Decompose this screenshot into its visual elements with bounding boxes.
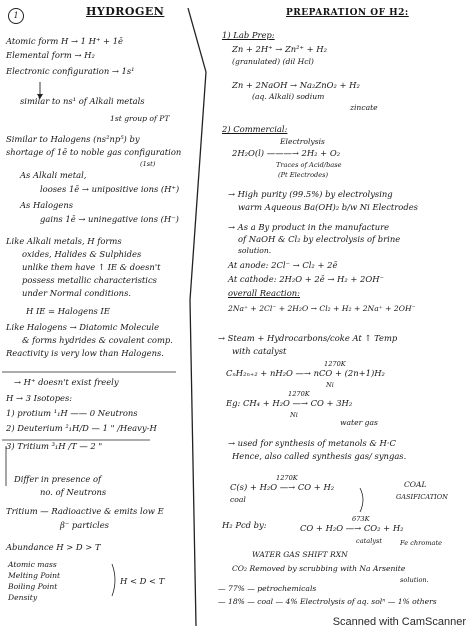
right-column-title: PREPARATION OF H2: xyxy=(286,8,409,18)
equation-note: COAL xyxy=(404,480,427,489)
equation-note: GASIFICATION xyxy=(396,493,448,501)
scanner-watermark: Scanned with CamScanner xyxy=(332,616,466,628)
note-line: solution. xyxy=(238,246,272,255)
note-line: WATER GAS SHIFT RXN xyxy=(252,550,348,559)
equation-overall: 2Na⁺ + 2Cl⁻ + 2H₂O → Cl₂ + H₂ + 2Na⁺ + 2OH⁻ xyxy=(228,304,416,313)
isotope-deuterium: 2) Deuterium ²₁H/D — 1 " /Heavy-H xyxy=(6,423,157,433)
note-line: similar to ns¹ of Alkali metals xyxy=(20,96,145,106)
page-number: 1 xyxy=(8,8,24,24)
equation-cathode: At cathode: 2H₂O + 2ē → H₂ + 2OH⁻ xyxy=(228,274,384,284)
note-line: Reactivity is very low than Halogens. xyxy=(6,348,164,358)
note-line: overall Reaction: xyxy=(228,288,300,298)
reaction-condition: Fe chromate xyxy=(400,539,443,547)
reaction-condition: 1270K xyxy=(276,474,298,482)
page-title: HYDROGEN xyxy=(86,5,165,18)
note-line: Electronic configuration → 1s¹ xyxy=(6,66,135,76)
note-line: H IE = Halogens IE xyxy=(26,306,110,316)
note-line: oxides, Halides & Sulphides xyxy=(22,249,142,259)
note-line: of NaOH & Cl₂ by electrolysis of brine xyxy=(238,234,401,244)
note-line: Like Alkali metals, H forms xyxy=(6,236,122,246)
equation-note: coal xyxy=(230,495,246,504)
reaction-condition: Traces of Acid/base xyxy=(276,161,342,169)
note-line: possess metallic characteristics xyxy=(22,275,157,285)
note-line: unlike them have ↑ IE & doesn't xyxy=(22,262,161,272)
note-line: → High purity (99.5%) by electrolysing xyxy=(228,189,393,199)
note-line: Hence, also called synthesis gas/ syngas. xyxy=(232,451,407,461)
property-density: Density xyxy=(8,593,38,602)
note-line: H → 3 Isotopes: xyxy=(6,393,73,403)
note-line: with catalyst xyxy=(232,346,287,356)
note-line: β⁻ particles xyxy=(60,520,109,530)
note-line: under Normal conditions. xyxy=(22,288,132,298)
equation: 2H₂O(l) ———→ 2H₂ + O₂ xyxy=(232,148,341,158)
section-commercial: 2) Commercial: xyxy=(222,124,288,134)
note-line: → used for synthesis of metanols & H·C xyxy=(228,438,396,448)
note-line: looses 1ē → unipositive ions (H⁺) xyxy=(40,184,180,194)
equation-anode: At anode: 2Cl⁻ → Cl₂ + 2ē xyxy=(228,260,338,270)
equation: CₙH₂ₙ₊₂ + nH₂O —→ nCO + (2n+1)H₂ xyxy=(226,368,385,378)
production-share: — 18% — coal — 4% Electrolysis of aq. solⁿ — 1% others xyxy=(218,597,437,606)
note-line: gains 1ē → uninegative ions (H⁻) xyxy=(40,214,179,224)
equation-note: (granulated) (dil Hcl) xyxy=(232,57,314,66)
property-order: H < D < T xyxy=(120,576,165,586)
note-line: warm Aqueous Ba(OH)₂ b/w Ni Electrodes xyxy=(238,202,418,212)
reaction-condition: 1270K xyxy=(288,390,310,398)
note-line: solution. xyxy=(400,576,429,584)
note-line: CO₂ Removed by scrubbing with Na Arsenite xyxy=(232,564,406,573)
note-line: Atomic form H → 1 H⁺ + 1ē xyxy=(6,36,124,46)
reaction-condition: Ni xyxy=(290,411,298,419)
note-line: Differ in presence of xyxy=(14,474,102,484)
abundance-line: Abundance H > D > T xyxy=(6,542,101,552)
isotope-tritium: 3) Tritium ³₁H /T — 2 " xyxy=(6,441,103,451)
equation-note: zincate xyxy=(350,103,378,112)
equation-note: (aq. Alkali) sodium xyxy=(252,92,325,101)
equation: Zn + 2H⁺ → Zn²⁺ + H₂ xyxy=(232,44,327,54)
equation-note: water gas xyxy=(340,418,378,427)
note-line: → Steam + Hydrocarbons/coke At ↑ Temp xyxy=(218,333,398,343)
property-melting-point: Melting Point xyxy=(8,571,61,580)
note-line: shortage of 1ē to noble gas configuration xyxy=(6,147,182,157)
note-line: Elemental form → H₂ xyxy=(6,50,95,60)
equation: Eg: CH₄ + H₂O —→ CO + 3H₂ xyxy=(226,398,353,408)
isotope-protium: 1) protium ¹₁H —— 0 Neutrons xyxy=(6,408,138,418)
section-lab-prep: 1) Lab Prep: xyxy=(222,30,275,40)
note-line: Like Halogens → Diatomic Molecule xyxy=(6,322,160,332)
note-line: (1st) xyxy=(140,160,156,168)
reaction-condition: 1270K xyxy=(324,360,346,368)
note-line: Similar to Halogens (ns²np⁵) by xyxy=(6,134,140,144)
note-line: & forms hydrides & covalent comp. xyxy=(22,335,173,345)
reaction-condition: Ni xyxy=(326,381,334,389)
reaction-condition: 673K xyxy=(352,515,370,523)
property-atomic-mass: Atomic mass xyxy=(8,560,57,569)
reaction-condition: Electrolysis xyxy=(280,137,325,146)
equation: C(s) + H₂O —→ CO + H₂ xyxy=(230,482,335,492)
note-line: Tritium — Radioactive & emits low E xyxy=(6,506,164,516)
note-line: As Alkali metal, xyxy=(20,170,87,180)
production-share: — 77% — petrochemicals xyxy=(218,584,317,593)
note-line: → As a By product in the manufacture xyxy=(228,222,390,232)
equation: CO + H₂O —→ CO₂ + H₂ xyxy=(300,523,404,533)
property-boiling-point: Boiling Point xyxy=(8,582,58,591)
note-line: → H⁺ doesn't exist freely xyxy=(14,377,119,387)
note-line: no. of Neutrons xyxy=(40,487,107,497)
note-line: H₂ Pcd by: xyxy=(222,520,267,530)
note-line: 1st group of PT xyxy=(110,114,170,123)
reaction-condition: catalyst xyxy=(356,537,383,545)
note-line: As Halogens xyxy=(20,200,74,210)
equation: Zn + 2NaOH → Na₂ZnO₂ + H₂ xyxy=(232,80,360,90)
reaction-condition: (Pt Electrodes) xyxy=(278,171,329,179)
